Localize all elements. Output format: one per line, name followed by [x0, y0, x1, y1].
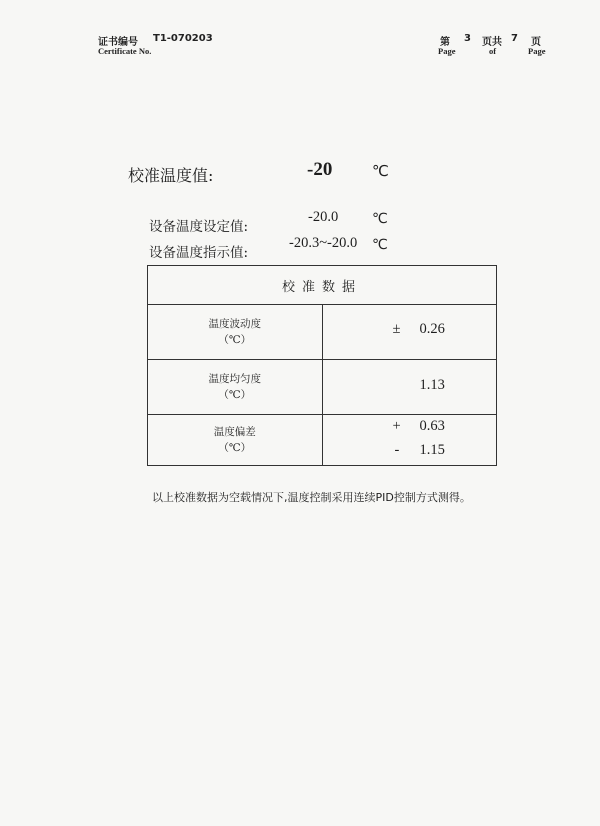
row-label-deviation [148, 415, 323, 466]
setpoint-unit: ℃ [372, 211, 388, 227]
calibration-temp-label: 校准温度值: [128, 166, 214, 185]
row-value-uniformity [322, 360, 497, 415]
row-label-text: 温度均匀度 [208, 373, 261, 385]
row-label-unit: （℃） [218, 334, 252, 346]
cert-no-label-en: Certificate No. [98, 46, 152, 56]
calibration-data-table [147, 265, 497, 466]
indication-value: -20.3~-20.0 [289, 235, 358, 251]
indication-label: 设备温度指示值: [149, 245, 249, 261]
table-row [148, 360, 497, 415]
page-suffix: 页 [531, 37, 541, 48]
table-row [148, 305, 497, 360]
table-row [148, 415, 497, 466]
page-prefix: 第 [440, 37, 450, 48]
calibration-temp-value: -20 [307, 159, 333, 180]
plus-minus-sign: ± [392, 321, 401, 337]
calibration-temp-unit: ℃ [372, 162, 389, 180]
row-label-text: 温度偏差 [213, 426, 256, 438]
page-en-2: Page [528, 46, 546, 56]
cert-no-label: 证书编号 [98, 37, 138, 48]
setpoint-value: -20.0 [308, 209, 339, 225]
page-mid: 页共 [482, 37, 502, 48]
row-label-unit: （℃） [218, 442, 252, 454]
of-en: of [489, 46, 497, 56]
row-label-fluctuation [148, 305, 323, 360]
measurement-note: 以上校准数据为空载情况下,温度控制采用连续PID控制方式测得。 [152, 491, 471, 504]
setpoint-label: 设备温度设定值: [149, 219, 249, 235]
row-value-fluctuation [322, 305, 497, 360]
row-label-text: 温度波动度 [208, 318, 261, 330]
page-total: 7 [511, 33, 518, 44]
fluctuation-value: 0.26 [419, 321, 445, 337]
row-label-uniformity [148, 360, 323, 415]
cert-no-value: T1-070203 [153, 33, 213, 44]
minus-sign: - [394, 442, 400, 458]
page-en: Page [438, 46, 456, 56]
table-title: 校准数据 [148, 266, 497, 305]
page-current: 3 [464, 33, 471, 44]
deviation-minus-value: 1.15 [419, 442, 445, 458]
plus-sign: + [392, 418, 401, 434]
deviation-plus-value: 0.63 [419, 418, 445, 434]
uniformity-value: 1.13 [419, 377, 445, 393]
indication-unit: ℃ [372, 237, 388, 253]
row-label-unit: （℃） [218, 389, 252, 401]
row-value-deviation [322, 415, 497, 466]
